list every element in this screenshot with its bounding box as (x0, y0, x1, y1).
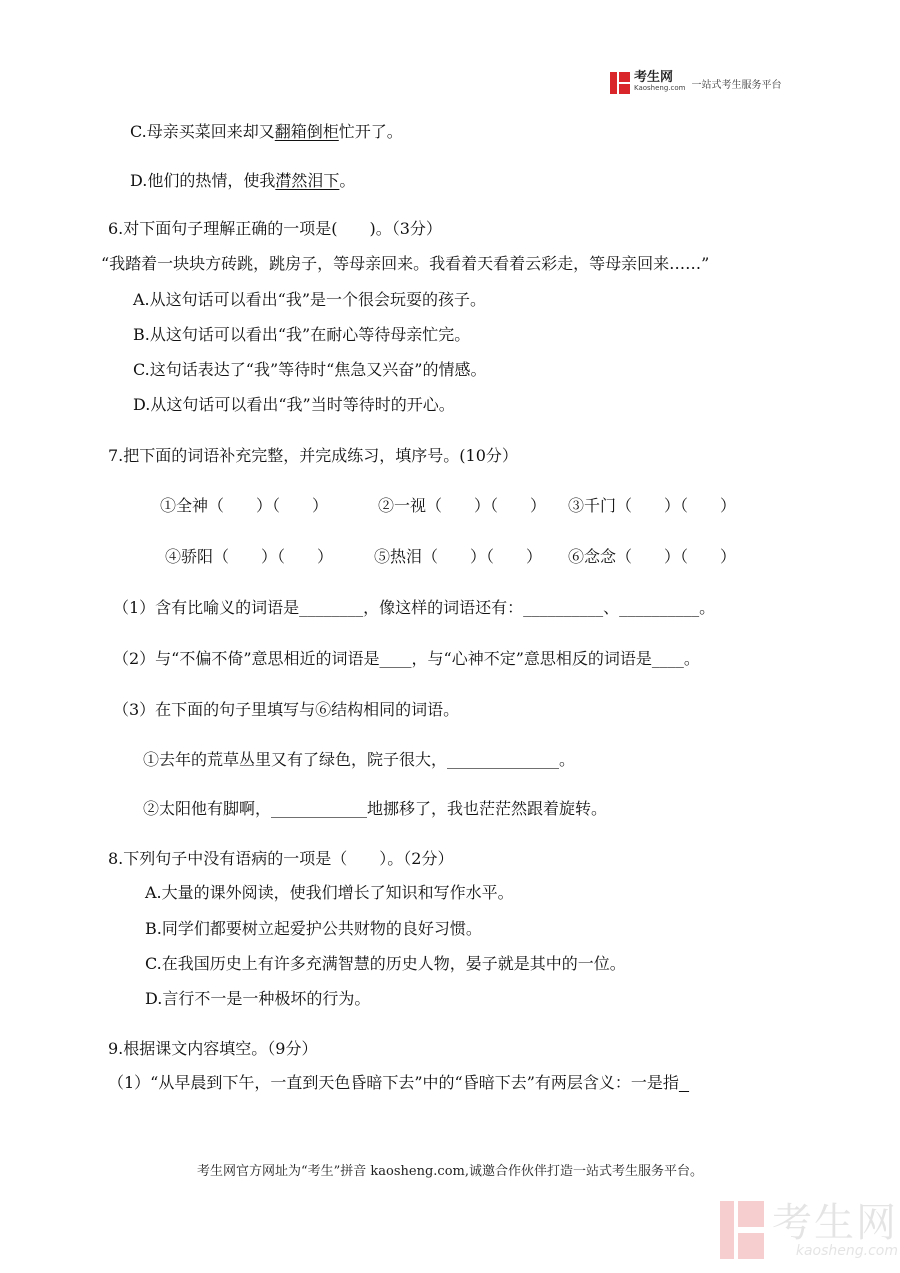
kaosheng-watermark-icon (720, 1201, 764, 1259)
q6-option-c: C.这句话表达了“我”等待时“焦急又兴奋”的情感。 (133, 360, 487, 379)
q5-d-suffix: 。 (339, 171, 356, 190)
q7-sentence-1: ①去年的荒草丛里又有了绿色，院子很大，______________。 (143, 750, 576, 769)
q5-d-underlined-word: 潸然泪下 (275, 171, 340, 190)
q7-word-5: ⑤热泪（ ）（ ） (374, 547, 543, 566)
q8-option-b: B.同学们都要树立起爱护公共财物的良好习惯。 (145, 919, 482, 938)
q7-word-3: ③千门（ ）（ ） (568, 496, 737, 515)
q6-option-d: D.从这句话可以看出“我”当时等待时的开心。 (133, 395, 455, 414)
q7-word-2: ②一视（ ）（ ） (378, 496, 547, 515)
q7-word-6: ⑥念念（ ）（ ） (568, 547, 737, 566)
q9-stem: 9.根据课文内容填空。（9分） (108, 1039, 318, 1058)
q9-part-1 (108, 1072, 689, 1094)
q6-option-b: B.从这句话可以看出“我”在耐心等待母亲忙完。 (133, 325, 471, 344)
q5-d-prefix: D.他们的热情，使我 (130, 171, 276, 190)
q6-quote: “我踏着一块块方砖跳，跳房子，等母亲回来。我看着天看着云彩走，等母亲回来……” (101, 254, 710, 273)
q5-c-underlined-word: 翻箱倒柜 (274, 122, 339, 141)
q5-c-prefix: C.母亲买菜回来却又 (130, 122, 275, 141)
q7-word-1: ①全神（ ）（ ） (160, 496, 329, 515)
q5-option-c (130, 121, 403, 143)
q7-sentence-2: ②太阳他有脚啊，____________地挪移了，我也茫茫然跟着旋转。 (143, 799, 608, 818)
watermark-url: kaosheng.com (795, 1243, 898, 1259)
watermark-name: 考生网 (772, 1200, 898, 1246)
logo-slogan: 一站式考生服务平台 (691, 79, 782, 91)
q8-option-a: A.大量的课外阅读，使我们增长了知识和写作水平。 (145, 883, 514, 902)
q9-part-1-text: （1）“从早晨到下午，一直到天色昏暗下去”中的“昏暗下去”有两层含义：一是指 (108, 1073, 679, 1092)
q8-option-c: C.在我国历史上有许多充满智慧的历史人物，晏子就是其中的一位。 (145, 954, 626, 973)
q5-c-suffix: 忙开了。 (338, 122, 403, 141)
q8-stem: 8.下列句子中没有语病的一项是（ ）。（2分） (108, 849, 454, 868)
q7-stem: 7.把下面的词语补充完整，并完成练习，填序号。(10分） (108, 446, 518, 465)
kaosheng-logo-icon (610, 72, 630, 94)
logo-name: 考生网 (634, 70, 674, 85)
q6-option-a: A.从这句话可以看出“我”是一个很会玩耍的孩子。 (133, 290, 487, 309)
q7-part-2: （2）与“不偏不倚”意思相近的词语是____，与“心神不定”意思相反的词语是____。 (113, 649, 700, 668)
q9-part-1-blank (679, 1073, 689, 1092)
watermark (720, 1195, 898, 1265)
q8-option-d: D.言行不一是一种极坏的行为。 (145, 989, 371, 1008)
q7-part-1: （1）含有比喻义的词语是________，像这样的词语还有：__________、__________。 (113, 598, 716, 617)
q7-word-4: ④骄阳（ ）（ ） (165, 547, 334, 566)
logo-url: Kaosheng.com (634, 84, 686, 92)
q5-option-d (130, 170, 355, 192)
q6-stem: 6.对下面句子理解正确的一项是( )。（3分） (108, 219, 442, 238)
page-footer: 考生网官方网址为“考生”拼音 kaosheng.com,诚邀合作伙伴打造一站式考生服务平台。 (196, 1164, 703, 1179)
q7-part-3: （3）在下面的句子里填写与⑥结构相同的词语。 (113, 700, 460, 719)
header-logo (610, 70, 782, 96)
